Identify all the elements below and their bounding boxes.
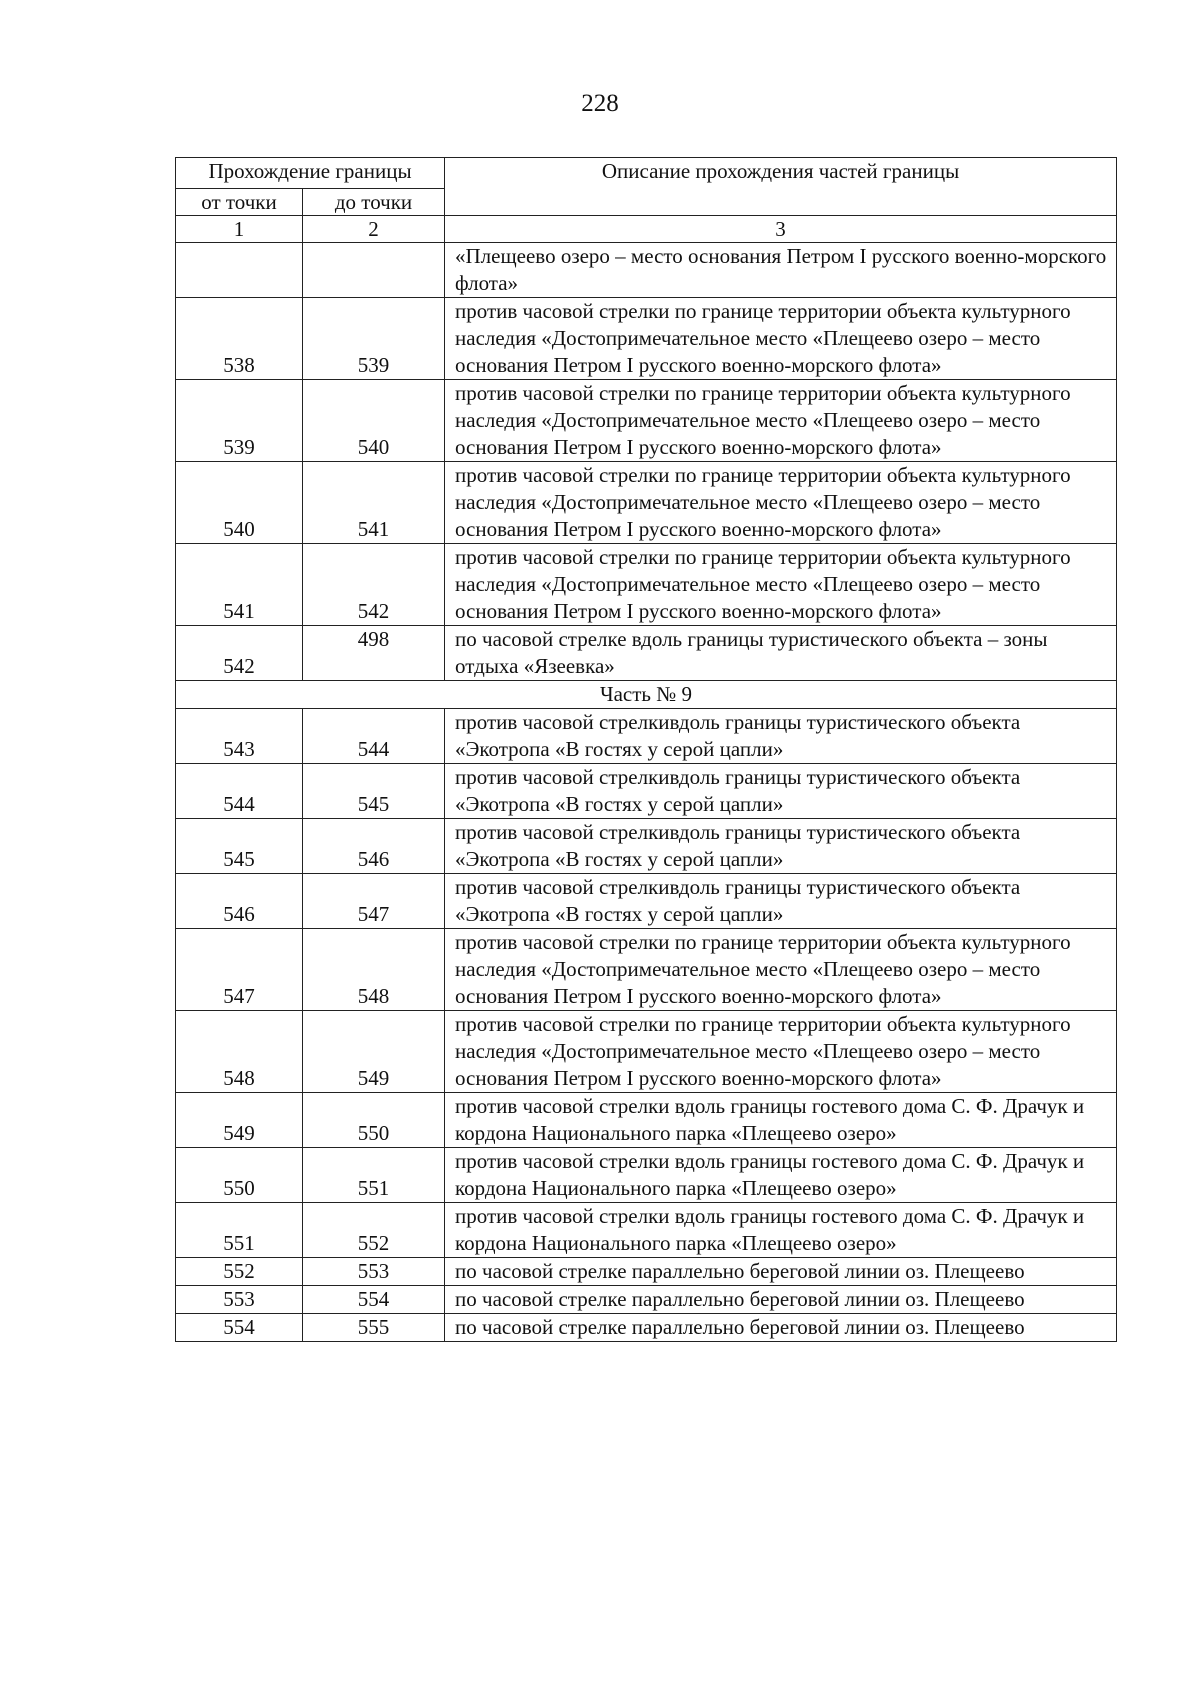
table-row: [176, 298, 1117, 380]
from-point-cell: 542: [176, 626, 303, 681]
table-row: [176, 626, 1117, 681]
table-row: [176, 874, 1117, 929]
from-point-cell: 540: [176, 462, 303, 544]
table-header: [176, 158, 1117, 243]
description-cell: против часовой стрелкивдоль границы туристического объекта «Экотропа «В гостях у серой цапли»: [445, 764, 1117, 819]
description-cell: по часовой стрелке параллельно береговой линии оз. Плещеево: [445, 1258, 1117, 1286]
from-point-cell: 546: [176, 874, 303, 929]
to-point-cell: 553: [303, 1258, 445, 1286]
from-point-cell: 539: [176, 380, 303, 462]
to-point-cell: [303, 243, 445, 298]
from-point-cell: 538: [176, 298, 303, 380]
description-cell: против часовой стрелкивдоль границы туристического объекта «Экотропа «В гостях у серой цапли»: [445, 819, 1117, 874]
from-point-cell: 551: [176, 1203, 303, 1258]
description-cell: против часовой стрелки по границе территории объекта культурного наследия «Достопримечательное место «Плещеево озеро – место основания Петром I русского военно-морского флота»: [445, 1011, 1117, 1093]
description-cell: против часовой стрелки по границе территории объекта культурного наследия «Достопримечательное место «Плещеево озеро – место основания Петром I русского военно-морского флота»: [445, 929, 1117, 1011]
to-point-cell: 549: [303, 1011, 445, 1093]
part-label: Часть № 9: [176, 681, 1117, 709]
description-cell: против часовой стрелки по границе территории объекта культурного наследия «Достопримечательное место «Плещеево озеро – место основания Петром I русского военно-морского флота»: [445, 462, 1117, 544]
to-point-cell: 539: [303, 298, 445, 380]
from-point-cell: 553: [176, 1286, 303, 1314]
table-body-part9: [176, 709, 1117, 1342]
description-cell: против часовой стрелки по границе территории объекта культурного наследия «Достопримечательное место «Плещеево озеро – место основания Петром I русского военно-морского флота»: [445, 544, 1117, 626]
table-row: [176, 1093, 1117, 1148]
from-point-cell: 549: [176, 1093, 303, 1148]
header-col2-number: 2: [303, 216, 445, 243]
description-cell: против часовой стрелкивдоль границы туристического объекта «Экотропа «В гостях у серой цапли»: [445, 709, 1117, 764]
table-row: [176, 380, 1117, 462]
from-point-cell: 544: [176, 764, 303, 819]
header-to-point: до точки: [303, 189, 445, 216]
table-row: [176, 544, 1117, 626]
page-number: 228: [581, 90, 619, 117]
boundary-table: [175, 157, 1117, 1342]
description-cell: против часовой стрелки вдоль границы гостевого дома С. Ф. Драчук и кордона Национального парка «Плещеево озеро»: [445, 1148, 1117, 1203]
table-row: [176, 819, 1117, 874]
table-row: [176, 1286, 1117, 1314]
table-row: [176, 1314, 1117, 1342]
to-point-cell: 548: [303, 929, 445, 1011]
to-point-cell: 554: [303, 1286, 445, 1314]
from-point-cell: 543: [176, 709, 303, 764]
table-row: [176, 1258, 1117, 1286]
table-row: [176, 709, 1117, 764]
header-col1-number: 1: [176, 216, 303, 243]
to-point-cell: 545: [303, 764, 445, 819]
to-point-cell: 546: [303, 819, 445, 874]
description-cell: по часовой стрелке параллельно береговой линии оз. Плещеево: [445, 1286, 1117, 1314]
description-cell: против часовой стрелкивдоль границы туристического объекта «Экотропа «В гостях у серой цапли»: [445, 874, 1117, 929]
from-point-cell: 552: [176, 1258, 303, 1286]
to-point-cell: 547: [303, 874, 445, 929]
header-description: Описание прохождения частей границы: [445, 158, 1117, 216]
from-point-cell: 548: [176, 1011, 303, 1093]
description-cell: «Плещеево озеро – место основания Петром I русского военно-морского флота»: [445, 243, 1117, 298]
to-point-cell: 550: [303, 1093, 445, 1148]
header-col3-number: 3: [445, 216, 1117, 243]
header-from-point: от точки: [176, 189, 303, 216]
table-row: [176, 243, 1117, 298]
table-row: [176, 1203, 1117, 1258]
header-boundary-passage: Прохождение границы: [176, 158, 445, 189]
from-point-cell: 541: [176, 544, 303, 626]
from-point-cell: 545: [176, 819, 303, 874]
description-cell: против часовой стрелки вдоль границы гостевого дома С. Ф. Драчук и кордона Национального парка «Плещеево озеро»: [445, 1203, 1117, 1258]
table-row: [176, 929, 1117, 1011]
to-point-cell: 541: [303, 462, 445, 544]
description-cell: по часовой стрелке вдоль границы туристического объекта – зоны отдыха «Язеевка»: [445, 626, 1117, 681]
to-point-cell: 540: [303, 380, 445, 462]
description-cell: против часовой стрелки вдоль границы гостевого дома С. Ф. Драчук и кордона Национального парка «Плещеево озеро»: [445, 1093, 1117, 1148]
from-point-cell: 554: [176, 1314, 303, 1342]
table-row: [176, 462, 1117, 544]
part-divider: [176, 681, 1117, 709]
to-point-cell: 552: [303, 1203, 445, 1258]
from-point-cell: [176, 243, 303, 298]
table-body-part8: [176, 243, 1117, 681]
to-point-cell: 498: [303, 626, 445, 681]
to-point-cell: 555: [303, 1314, 445, 1342]
to-point-cell: 542: [303, 544, 445, 626]
description-cell: против часовой стрелки по границе территории объекта культурного наследия «Достопримечательное место «Плещеево озеро – место основания Петром I русского военно-морского флота»: [445, 298, 1117, 380]
to-point-cell: 551: [303, 1148, 445, 1203]
description-cell: по часовой стрелке параллельно береговой линии оз. Плещеево: [445, 1314, 1117, 1342]
from-point-cell: 547: [176, 929, 303, 1011]
to-point-cell: 544: [303, 709, 445, 764]
description-cell: против часовой стрелки по границе территории объекта культурного наследия «Достопримечательное место «Плещеево озеро – место основания Петром I русского военно-морского флота»: [445, 380, 1117, 462]
table-row: [176, 1148, 1117, 1203]
from-point-cell: 550: [176, 1148, 303, 1203]
table-row: [176, 764, 1117, 819]
table-row: [176, 1011, 1117, 1093]
